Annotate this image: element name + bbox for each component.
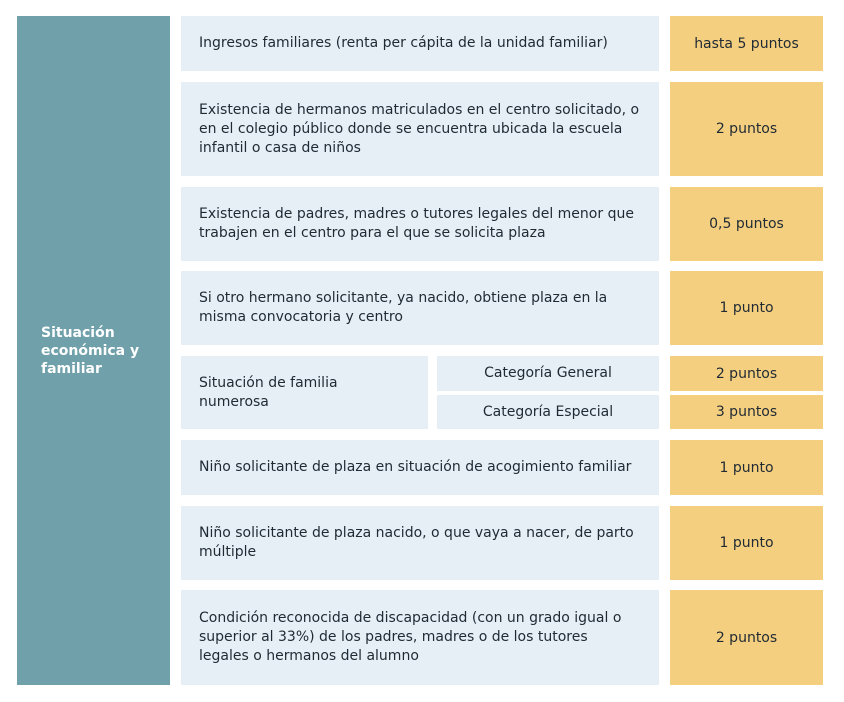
- criterion-description: Situación de familia numerosa: [199, 374, 338, 410]
- criterion-points: 1 punto: [670, 271, 823, 345]
- criterion-row-foster: [181, 440, 659, 495]
- criterion-description: Si otro hermano solicitante, ya nacido, obtiene plaza en la misma convocatoria y centro: [199, 290, 608, 325]
- criterion-row-disability: [181, 590, 659, 685]
- category-special-points: 3 puntos: [670, 395, 823, 429]
- criterion-points: 2 puntos: [670, 82, 823, 176]
- section-label: Situación económica y familiar: [41, 324, 140, 377]
- criterion-row-parents-work: [181, 187, 659, 261]
- category-general-points: 2 puntos: [670, 356, 823, 391]
- criterion-points: hasta 5 puntos: [670, 16, 823, 71]
- criterion-row-multiple-birth: [181, 506, 659, 580]
- criterion-description: Existencia de hermanos matriculados en el centro solicitado, o en el colegio público donde se encuentra ubicada la escuela infantil o casa de niños: [199, 101, 640, 156]
- criterion-points: 1 punto: [670, 506, 823, 580]
- criterion-description: Condición reconocida de discapacidad (con un grado igual o superior al 33%) de los padres, madres o de los tutores legales o hermanos del alumno: [199, 610, 622, 664]
- criterion-row-other-sibling: [181, 271, 659, 345]
- criterion-points: 1 punto: [670, 440, 823, 495]
- category-general: Categoría General: [437, 356, 659, 391]
- criterion-description: Existencia de padres, madres o tutores legales del menor que trabajen en el centro para el que se solicita plaza: [199, 206, 634, 241]
- criterion-points: 0,5 puntos: [670, 187, 823, 261]
- criterion-description: Ingresos familiares (renta per cápita de la unidad familiar): [199, 35, 608, 51]
- section-label-cell: [17, 16, 170, 685]
- criterion-description: Niño solicitante de plaza nacido, o que vaya a nacer, de parto múltiple: [199, 525, 634, 560]
- criterion-row-income: [181, 16, 659, 71]
- criterion-row-siblings: [181, 82, 659, 176]
- criterion-points: 2 puntos: [670, 590, 823, 685]
- criterion-description: Niño solicitante de plaza en situación de acogimiento familiar: [199, 459, 632, 475]
- category-special: Categoría Especial: [437, 395, 659, 429]
- criterion-row-large-family: [181, 356, 428, 429]
